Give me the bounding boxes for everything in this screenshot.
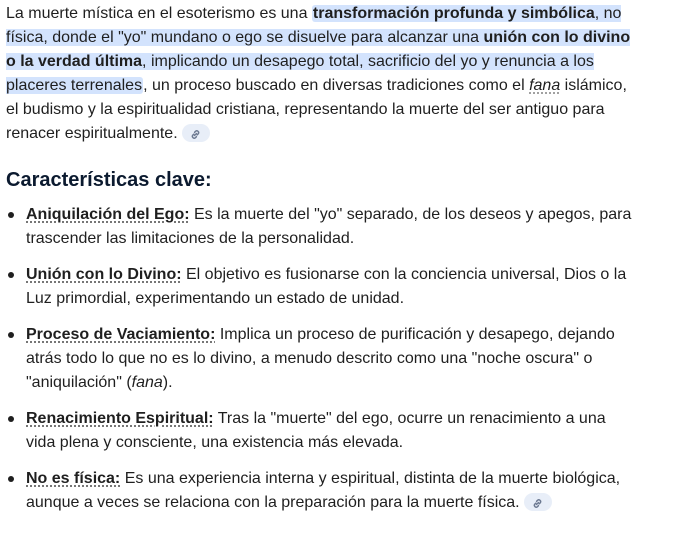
link-icon [190,129,201,140]
link-icon [532,498,543,509]
list-item [6,203,632,251]
intro-bold-1: transformación profunda y simbólica [312,5,595,22]
bullet [8,332,14,338]
intro-highlight-text-2: , implicando un desapego total, sacrificio del yo y renuncia a los placeres terrenales [6,53,594,94]
bullet [8,212,14,218]
list-item [6,407,632,455]
intro-text-1: La muerte mística en el esoterismo es una [6,5,312,22]
list-item-tail: ). [162,374,173,391]
intro-bold-2: unión con lo divino o la verdad última [6,29,631,70]
section-heading: Características clave: [6,169,212,191]
source-link-chip[interactable] [524,493,552,511]
list-item-term[interactable]: Unión con lo Divino: [26,266,182,283]
fana-term[interactable]: fana [529,77,561,94]
list-item-text: Implica un proceso de purificación y desapego, dejando atrás todo lo que no es lo divino, a menudo descrito como una "noche oscura" o "aniquilación" ( [26,326,615,391]
list-item-term[interactable]: Aniquilación del Ego: [26,206,190,223]
list-item-text: El objetivo es fusionarse con la conciencia universal, Dios o la Luz primordial, experimentando un estado de unidad. [26,266,627,307]
list-item-fana: fana [131,374,163,391]
intro-text-2: , un proceso buscado en diversas tradiciones como el [143,77,530,94]
bullet [8,476,14,482]
source-link-chip[interactable] [182,124,210,142]
list-item-term[interactable]: Proceso de Vaciamiento: [26,326,216,343]
list-item [6,467,632,515]
list-item-text: Es la muerte del "yo" separado, de los deseos y apegos, para trascender las limitaciones de la personalidad. [26,206,632,247]
bullet [8,416,14,422]
bullet [8,272,14,278]
list-item-term[interactable]: No es física: [26,470,121,487]
intro-highlight-text-1: , no física, donde el "yo" mundano o ego se disuelve para alcanzar una [6,5,622,46]
list-item-term[interactable]: Renacimiento Espiritual: [26,410,214,427]
key-features-list [6,203,632,527]
intro-text-3: islámico, el budismo y la espiritualidad cristiana, representando la muerte del ser antiguo para renacer espiritualmente. [6,77,627,142]
list-item-text: Tras la "muerte" del ego, ocurre un renacimiento a una vida plena y consciente, una existencia más elevada. [26,410,606,451]
list-item-text: Es una experiencia interna y espiritual, distinta de la muerte biológica, aunque a veces se relaciona con la preparación para la muerte física. [26,470,621,511]
list-item [6,323,632,395]
list-item [6,263,632,311]
intro-paragraph [6,2,634,146]
